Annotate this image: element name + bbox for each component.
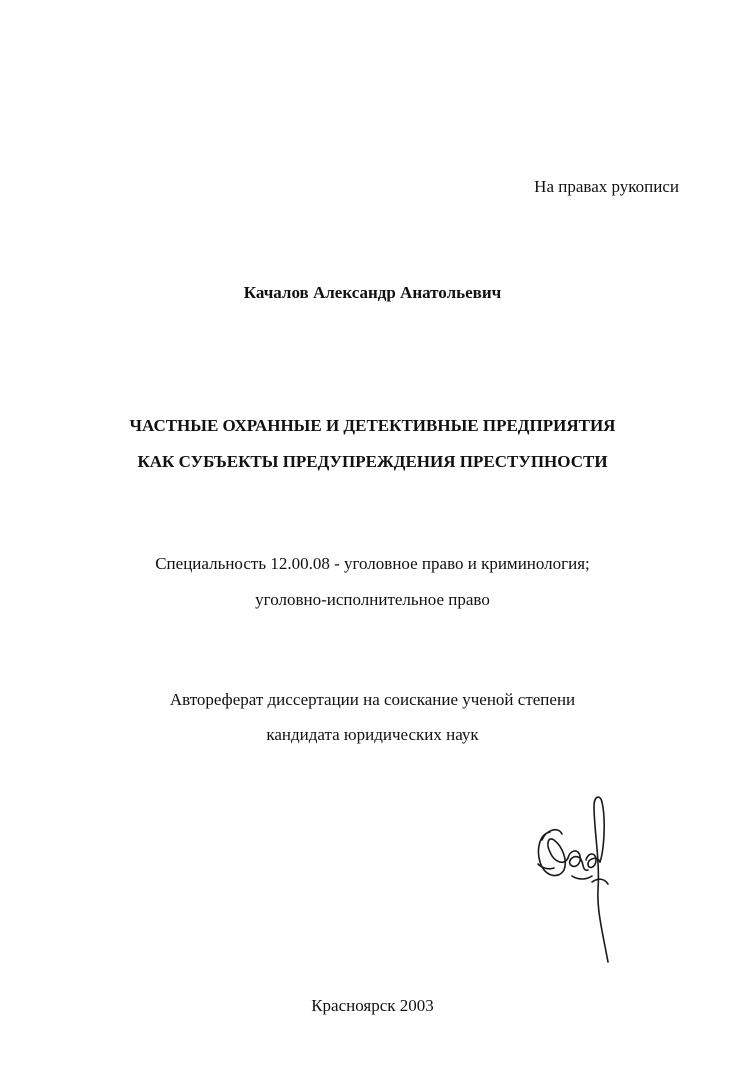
title-line-2: КАК СУБЪЕКТЫ ПРЕДУПРЕЖДЕНИЯ ПРЕСТУПНОСТИ <box>137 452 608 471</box>
author-name: Качалов Александр Анатольевич <box>243 283 502 302</box>
manuscript-rights-note: На правах рукописи <box>534 177 679 196</box>
specialty-line-2: уголовно-исполнительное право <box>255 590 490 609</box>
degree-line-1: Автореферат диссертации на соискание ученой степени <box>169 690 576 709</box>
degree-line-2: кандидата юридических наук <box>266 725 479 744</box>
city-year: Красноярск 2003 <box>311 996 434 1015</box>
handwritten-signature <box>528 790 618 980</box>
specialty-line-1: Специальность 12.00.08 - уголовное право и криминология; <box>155 554 590 573</box>
title-line-1: ЧАСТНЫЕ ОХРАННЫЕ И ДЕТЕКТИВНЫЕ ПРЕДПРИЯТИЯ <box>129 416 616 435</box>
